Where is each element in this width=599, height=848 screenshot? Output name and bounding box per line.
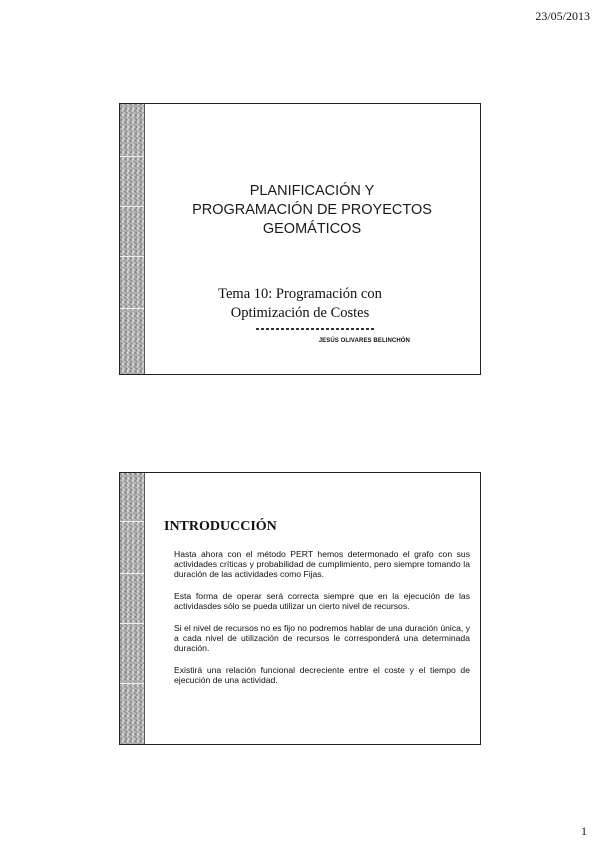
dashed-rule [256, 328, 374, 330]
slide-subtitle [180, 285, 420, 323]
paragraph: Hasta ahora con el método PERT hemos determonado el grafo con sus actividades críticas y probabilidad de cumplimiento, pero siempre tomando la duración de las actividades como Fijas. [174, 549, 470, 579]
slide-2 [119, 472, 481, 745]
slide-1 [119, 103, 481, 375]
section-heading: INTRODUCCIÓN [164, 519, 277, 534]
decorative-stone-stripe [120, 104, 145, 374]
subtitle-line: Optimización de Costes [230, 305, 370, 321]
decorative-stone-stripe [120, 473, 145, 744]
paragraph: Esta forma de operar será correcta siempre que en la ejecución de las actividasdes sólo se pueda utilizar un cierto nivel de recursos. [174, 591, 470, 611]
subtitle-line: Tema 10: Programación con [218, 286, 382, 302]
paragraph: Si el nivel de recursos no es fijo no podremos hablar de una duración única, y a cada nivel de utilización de recursos le corresponderá una determinada duración. [174, 623, 470, 653]
slide-title [144, 182, 480, 239]
title-line: PLANIFICACIÓN Y [249, 183, 375, 199]
title-line: GEOMÁTICOS [262, 221, 362, 237]
paragraph: Existirá una relación funcional decreciente entre el coste y el tiempo de ejecución de una actividad. [174, 665, 470, 685]
title-line: PROGRAMACIÓN DE PROYECTOS [192, 202, 432, 218]
author-name: JESÚS OLIVARES BELINCHÓN [318, 338, 410, 344]
print-date: 23/05/2013 [535, 9, 590, 23]
body-text [174, 549, 470, 697]
page-number: 1 [581, 824, 587, 838]
